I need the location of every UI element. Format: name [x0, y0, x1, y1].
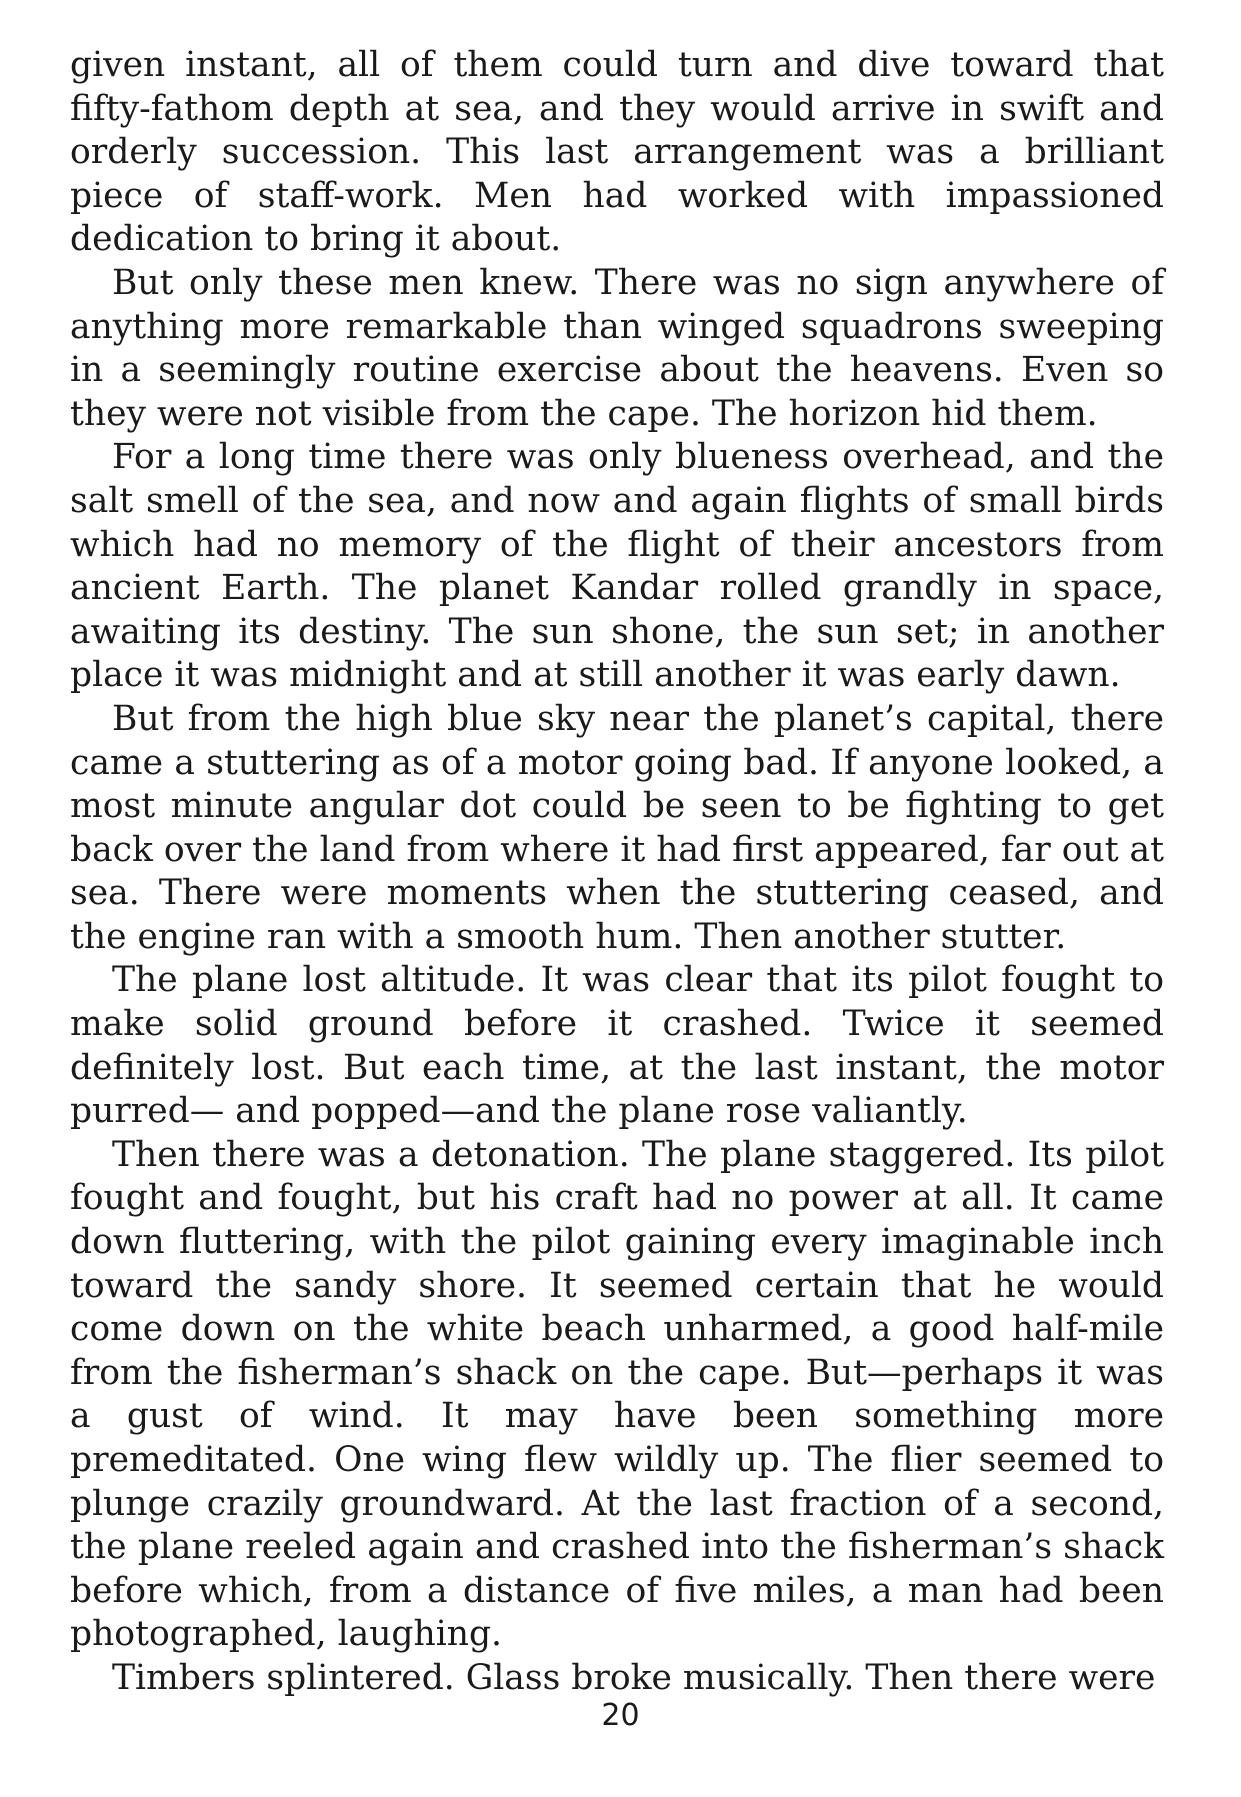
- paragraph-1: given instant, all of them could turn and dive toward that fifty-fathom depth at sea, and they would arrive in swift and orderly succession. This last arrangement was a brilliant piece of staff-work. Men had worked with impassioned dedication to bring it about.: [70, 45, 1164, 260]
- page-number: 20: [601, 1698, 640, 1733]
- page-body: [70, 44, 1164, 1701]
- paragraph-2: But only these men knew. There was no sign anywhere of anything more remarkable than winged squadrons sweeping in a seemingly routine exercise about the heavens. Even so they were not visible from the cape. The horizon hid them.: [70, 262, 1164, 434]
- paragraph-3: For a long time there was only blueness overhead, and the salt smell of the sea, and now and again flights of small birds which had no memory of the flight of their ancestors from ancient Earth. The planet Kandar rolled grandly in space, awaiting its destiny. The sun shone, the sun set; in another place it was midnight and at still another it was early dawn.: [70, 437, 1164, 696]
- paragraph-7: Timbers splintered. Glass broke musically. Then there were: [112, 1657, 1156, 1698]
- paragraph-6: Then there was a detonation. The plane staggered. Its pilot fought and fought, but his craft had no power at all. It came down fluttering, with the pilot gaining every imaginable inch toward the sandy shore. It seemed certain that he would come down on the white beach unharmed, a good half-mile from the fisherman’s shack on the cape. But—perhaps it was a gust of wind. It may have been something more premeditated. One wing flew wildly up. The flier seemed to plunge crazily groundward. At the last fraction of a second, the plane reeled again and crashed into the fisherman’s shack before which, from a distance of five miles, a man had been photographed, laughing.: [70, 1134, 1164, 1655]
- paragraph-5: The plane lost altitude. It was clear that its pilot fought to make solid ground before it crashed. Twice it seemed definitely lost. But each time, at the last instant, the motor purred— and popped—and the plane rose valiantly.: [70, 960, 1164, 1132]
- paragraph-4: But from the high blue sky near the planet’s capital, there came a stuttering as of a motor going bad. If anyone looked, a most minute angular dot could be seen to be fighting to get back over the land from where it had first appeared, far out at sea. There were moments when the stuttering ceased, and the engine ran with a smooth hum. Then another stutter.: [70, 698, 1164, 957]
